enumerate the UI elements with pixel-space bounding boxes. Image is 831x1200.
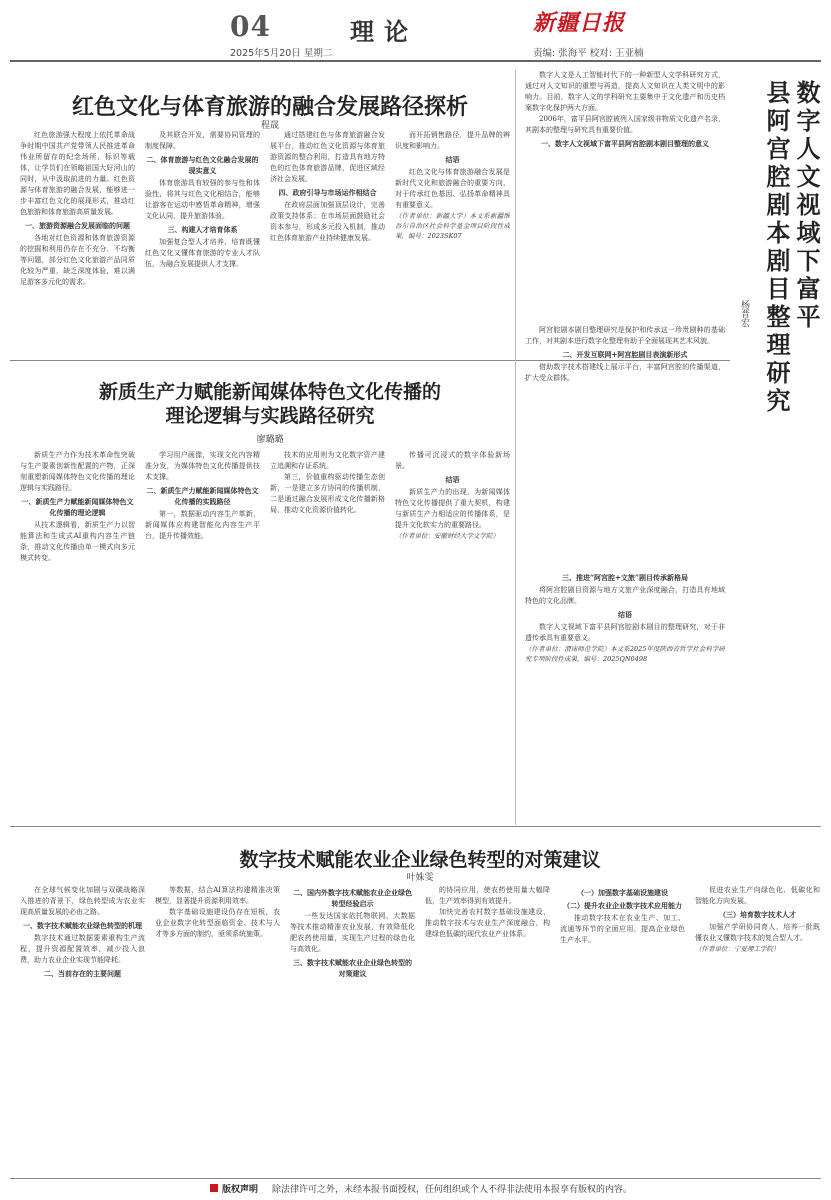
paragraph: 从技术逻辑看，新质生产力以智能算法和生成式AI重构内容生产链条，推动文化传播由单一模式向多元模式转变。 [20,521,135,562]
paragraph: 及其联合开发，需要协同管理的制度保障。 [145,131,260,150]
paragraph: 学习用户画像，实现文化内容精准分发，为媒体特色文化传播提供技术支撑。 [145,451,260,481]
paragraph: 传播可沉浸式的数字体验新场景。 [395,451,510,470]
article3-column [290,885,415,1173]
column-divider [515,70,516,825]
paragraph: 新质生产力作为技术革命性突破与生产要素创新性配置的产物，正深刻重塑新闻媒体特色文化传播的理论逻辑与实践路径。 [20,451,135,492]
article2-title [20,380,520,428]
article3-column [560,885,685,1173]
editor-credits: 责编: 张海平 校对: 王亚楠 [533,48,644,59]
sidebar-title [762,80,821,580]
paragraph: 阿宫腔剧本剧目整理研究是保护和传承这一珍贵剧种的基础工作，对其剧本进行数字化整理有助于全面展现其艺术风貌。 [525,326,725,345]
subheading: 三、构建人才培育体系 [167,225,238,234]
author-note: （作者单位：安徽财经大学文学院） [395,532,499,540]
paragraph: 加快完善农村数字基础设施建设，推动数字技术与农业生产深度融合，构建绿色低碳的现代农业产业体系。 [425,908,550,938]
article3-title: 数字技术赋能农业企业绿色转型的对策建议 [239,849,601,871]
subheading: 一、旅游资源融合发展面临的问题 [25,221,130,230]
author-note: （作者单位：宁夏理工学院） [695,945,780,953]
article1-column [145,130,260,355]
article3-author: 叶姝雯 [406,873,434,883]
page-number: 04 [230,10,271,43]
paragraph: 推动数字技术在农业生产、加工、流通等环节的全面应用，提高企业绿色生产水平。 [560,914,685,944]
paragraph: 促进农业生产向绿色化、低碳化和智能化方向发展。 [695,886,820,905]
subheading: 三、推进“阿宫腔+文旅”剧目传承新格局 [562,573,688,582]
paragraph: 通过搭建红色与体育旅游融合发展平台，推动红色文化资源与体育旅游资源的整合利用，打造具有地方特色的红色体育旅游品牌，促进区域经济社会发展。 [270,131,385,183]
author-note: （作者单位：渭南师范学院）本文系2025年度陕西省哲学社会科学研究专项阶段性成果，编号：2025QN0498 [525,645,725,663]
paragraph: 加强复合型人才培养，培育既懂红色文化又懂体育旅游的专业人才队伍，为融合发展提供人才支撑。 [145,238,260,268]
paragraph: 红色旅游强大程度上依托革命战争时期中国共产党带领人民推进革命伟业所留存的纪念场所、标识等载体，让学员们在领略祖国大好河山的同时，从中汲取前进的力量。红色资源与体育旅游的融合发展，能够进一步丰富红色文化的展现形式，推动红色旅游和体育旅游高质量发展。 [20,131,135,216]
article2-column [145,450,260,820]
paragraph: 而开拓销售路径，提升品牌的辨识度和影响力。 [395,131,510,150]
paragraph: 借助数字技术搭建线上展示平台，丰富阿宫腔的传播渠道，扩大受众群体。 [525,363,725,382]
article2-column [20,450,135,820]
subheading: 二、开发互联网+阿宫腔剧目表演新形式 [562,350,688,359]
issue-date: 2025年5月20日 星期二 [230,48,333,59]
sidebar-column [525,70,725,320]
subheading: 二、国内外数字技术赋能农业企业绿色转型经验启示 [293,888,412,908]
paragraph: 2006年，富平县阿宫腔被列入国家级非物质文化遗产名录，其剧本的整理与研究具有重要价值。 [525,115,725,134]
subheading: 三、数字技术赋能农业企业绿色转型的对策建议 [293,958,412,978]
article2-title-line2: 理论逻辑与实践路径研究 [165,405,375,427]
article1-column [395,130,510,355]
page-footer [0,1178,831,1200]
author-note: （作者单位：新疆大学）本文系新疆维吾尔自治区社会科学基金项目阶段性成果，编号：2023SK07 [395,212,510,240]
subheading: 二、当前存在的主要问题 [44,969,121,978]
page-header [0,0,831,62]
sidebar-title-col2: 县阿宫腔剧本剧目整理研究 [762,80,791,416]
article2-column [395,450,510,820]
section-title: 理论 [350,17,418,46]
paragraph: 等数据，结合AI算法构建精准决策模型，显著提升资源利用效率。 [155,886,280,905]
subheading: 一、数字人文视域下富平县阿宫腔剧本剧目整理的意义 [541,139,709,148]
subheading: 结语 [618,610,632,619]
article1-column [20,130,135,355]
subheading: （二）提升农业企业数字技术应用能力 [563,901,682,910]
paragraph: 体育旅游具有较强的参与性和体验性，将其与红色文化相结合，能够让游客在运动中感悟革命精神，增强文化认同，提升旅游体验。 [145,179,260,220]
paragraph: 数字人文视域下富平县阿宫腔剧本剧目的整理研究，对于非遗传承具有重要意义。 [525,623,725,642]
subheading: （三）培育数字技术人才 [719,910,796,919]
subheading: 结语 [445,155,460,164]
paragraph: 红色文化与体育旅游融合发展是新时代文化和旅游融合的重要方向，对于传承红色基因、弘扬革命精神具有重要意义。 [395,168,510,209]
article3-column [20,885,145,1173]
subheading: 二、新质生产力赋能新闻媒体特色文化传播的实践路径 [146,486,259,506]
copyright-label: 版权声明 [222,1185,259,1195]
paragraph: 技术的应用则为文化数字资产建立追溯和存证系统。 [270,451,385,470]
footer-marker-icon [210,1184,218,1192]
paragraph: 在政府层面加强顶层设计，完善政策支持体系；在市场层面鼓励社会资本参与，形成多元投入机制，推动红色体育旅游产业持续健康发展。 [270,201,385,242]
article3-column [695,885,820,1173]
article3-column [425,885,550,1173]
paragraph: 数字人文是人工智能时代下的一种新型人文学科研究方式，通过对人文知识的重塑与再造，提高人文知识在人类文明中的影响力。目前，数字人文的学科研究主要集中于文化遗产和历史档案数字化保护两大方面。 [525,71,725,112]
sidebar-column [525,570,725,820]
article2-title-line1: 新质生产力赋能新闻媒体特色文化传播的 [98,381,441,403]
paragraph: 加强产学研协同育人，培养一批既懂农业又懂数字技术的复合型人才。 [695,923,820,942]
sidebar-title-col1: 数字人文视域下富平 [792,80,821,332]
subheading: （一）加强数字基础设施建设 [577,888,668,897]
paragraph: 新质生产力的出现，为新闻媒体特色文化传播提供了重大契机，构建与新质生产力相适应的传播体系，是提升文化软实力的重要路径。 [395,488,510,529]
paragraph: 一些发达国家依托物联网、大数据等技术推动精准农业发展，有效降低化肥农药使用量，实现生产过程的绿色化与高效化。 [290,912,415,953]
article1-author: 程晟 [260,121,279,131]
paragraph: 将阿宫腔剧目资源与地方文旅产业深度融合，打造具有地域特色的文化品牌。 [525,586,725,605]
sidebar-author: 杨晋宏 [739,300,749,327]
subheading: 一、新质生产力赋能新闻媒体特色文化传播的理论逻辑 [21,497,134,517]
paragraph: 第一，数据驱动内容生产革新，新闻媒体应构建智能化内容生产平台，提升传播效能。 [145,510,260,540]
header-divider [10,60,821,62]
article2-column [270,450,385,820]
article3-column [155,885,280,1173]
paragraph: 各地对红色资源和体育旅游资源的挖掘和利用仍存在不充分、不均衡等问题，部分红色文化旅游产品同质化较为严重，缺乏深度体验，难以满足游客多元化的需求。 [20,234,135,286]
sidebar-column [525,325,725,565]
paragraph: 在全球气候变化加剧与双碳战略深入推进的背景下，绿色转型成为农业实现高质量发展的必由之路。 [20,886,145,916]
subheading: 四、政府引导与市场运作相结合 [278,188,377,197]
paragraph: 数字基础设施建设仍存在短板，农业企业数字化转型面临资金、技术与人才等多方面的制约，亟须系统施策。 [155,908,280,938]
paragraph: 数字技术通过数据要素重构生产流程，提升资源配置效率，减少投入浪费，助力农业企业实现节能降耗。 [20,934,145,964]
subheading: 二、体育旅游与红色文化融合发展的现实意义 [146,155,259,175]
copyright-notice: 除法律许可之外，未经本报书面授权，任何组织或个人不得非法使用本报享有版权的内容。 [272,1185,633,1195]
subheading: 结语 [445,475,460,484]
footer-divider [10,1178,821,1179]
article1-title: 红色文化与体育旅游的融合发展路径探析 [71,94,468,120]
article2-author: 廖璐璐 [256,435,284,445]
paragraph: 第三，价值重构驱动传播生态创新，一是建立多方协同的传播机制，二是通过融合发展形成文化传播新格局，推动文化资源价值转化。 [270,473,385,514]
subheading: 一、数字技术赋能农业绿色转型的机理 [23,921,142,930]
article-divider [10,826,821,827]
newspaper-logo: 新疆日报 [533,10,626,36]
article1-column [270,130,385,355]
paragraph: 的协同应用，使农药使用量大幅降低，生产效率得到有效提升。 [425,886,550,905]
